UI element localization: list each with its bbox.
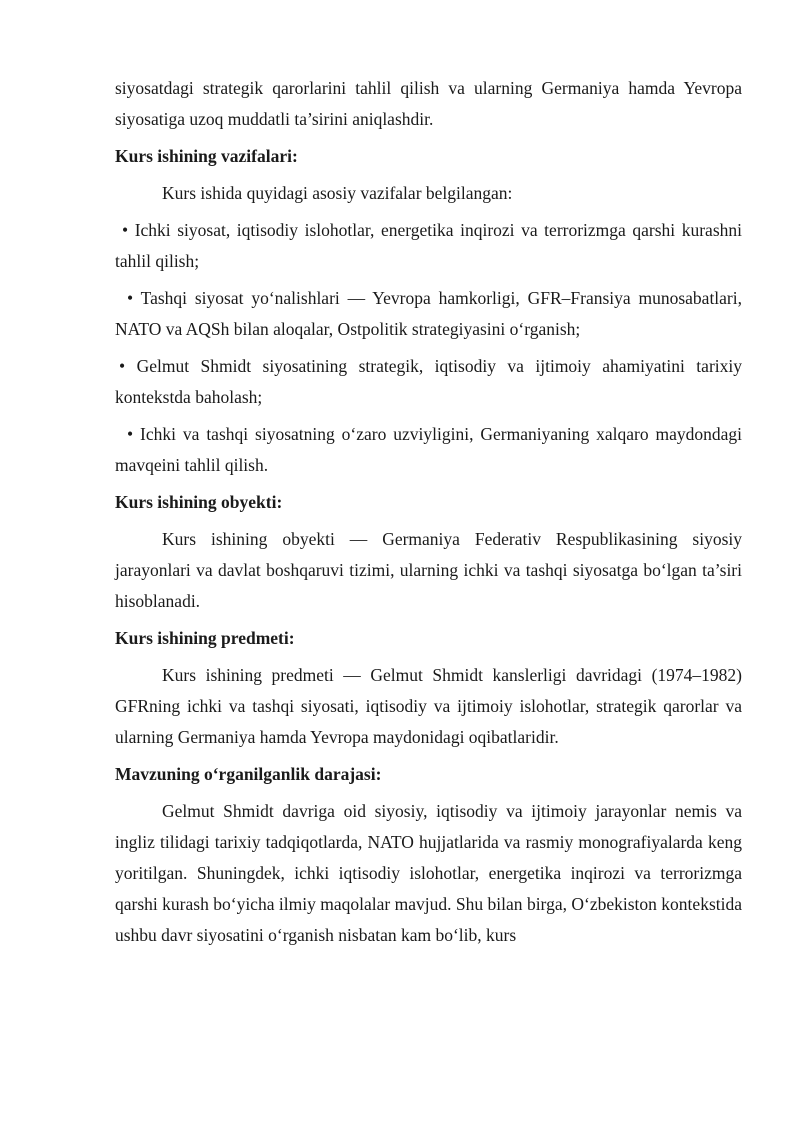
tasks-intro-paragraph: Kurs ishida quyidagi asosiy vazifalar belgilangan: [162,183,513,203]
task-bullet-assessment: • Gelmut Shmidt siyosatining strategik, iqtisodiy va ijtimoiy ahamiyatini tarixiy kontekstda baholash; [115,356,742,407]
study-level-paragraph: Gelmut Shmidt davriga oid siyosiy, iqtisodiy va ijtimoiy jarayonlar nemis va ingliz tilidagi tarixiy tadqiqotlarda, NATO hujjatlarida va rasmiy monografiyalarda keng yoritilgan. Shuningdek, ichki iqtisodiy islohotlar, energetika inqirozi va terrorizmga qarshi kurash bo‘yicha ilmiy maqolalar mavjud. Shu bilan birga, O‘zbekiston kontekstida ushbu davr siyosatini o‘rganish nisbatan kam bo‘lib, kurs [115,801,742,945]
task-bullet-foreign-policy: • Tashqi siyosat yo‘nalishlari — Yevropa hamkorligi, GFR–Fransiya munosabatlari, NATO va AQSh bilan aloqalar, Ostpolitik strategiyasini o‘rganish; [115,288,742,339]
goal-continuation-paragraph: siyosatdagi strategik qarorlarini tahlil qilish va ularning Germaniya hamda Yevropa siyosatiga uzoq muddatli ta’sirini aniqlashdir. [115,78,742,129]
tasks-heading: Kurs ishining vazifalari: [115,146,298,166]
object-paragraph: Kurs ishining obyekti — Germaniya Federativ Respublikasining siyosiy jarayonlari va davlat boshqaruvi tizimi, ularning ichki va tashqi siyosatga bo‘lgan ta’siri hisoblanadi. [115,529,742,611]
subject-heading: Kurs ishining predmeti: [115,628,295,648]
document-page [115,73,742,951]
subject-paragraph: Kurs ishining predmeti — Gelmut Shmidt kanslerligi davridagi (1974–1982) GFRning ichki va tashqi siyosati, iqtisodiy va ijtimoiy islohotlar, strategik qarorlar va ularning Germaniya hamda Yevropa maydonidagi oqibatlaridir. [115,665,742,747]
study-level-heading: Mavzuning o‘rganilganlik darajasi: [115,764,382,784]
task-bullet-domestic-policy: • Ichki siyosat, iqtisodiy islohotlar, energetika inqirozi va terrorizmga qarshi kurashni tahlil qilish; [115,220,742,271]
task-bullet-interrelation: • Ichki va tashqi siyosatning o‘zaro uzviyligini, Germaniyaning xalqaro maydondagi mavqeini tahlil qilish. [115,424,742,475]
object-heading: Kurs ishining obyekti: [115,492,283,512]
